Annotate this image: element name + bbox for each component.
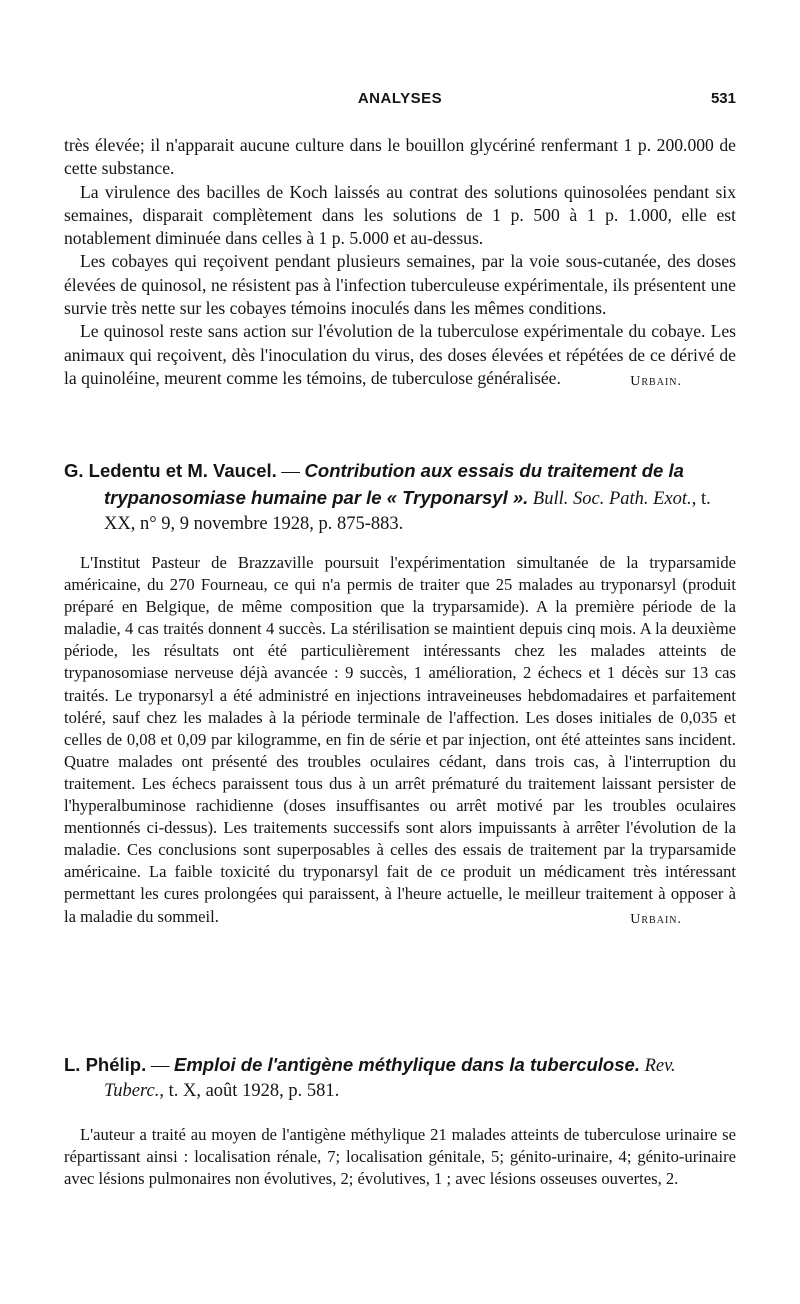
signature: Urbain. (630, 911, 682, 927)
reference-heading (64, 458, 736, 537)
citation-details: , t. XX, n° 9, 9 novembre 1928, p. 875-883. (104, 489, 711, 534)
journal-name: Bull. Soc. Path. Exot. (532, 489, 692, 509)
abstract-body: L'auteur a traité au moyen de l'antigène méthylique 21 malades atteints de tuberculose urinaire se répartissant ainsi : localisation rénale, 7; localisation génitale, 5; génito-urinaire, 4; génito-urinaire avec lésions pulmonaires non évolutives, 2; évolutives, 1 ; avec lésions osseuses ouvertes, 2. (64, 1125, 736, 1189)
paragraph: Les cobayes qui reçoivent pendant plusieurs semaines, par la voie sous-cutanée, des doses élevées de quinosol, ne résistent pas à l'infection tuberculeuse expérimentale, ils présentent une survie très nette sur les cobayes témoins inoculés dans les mêmes conditions. (64, 251, 736, 319)
author-names: L. Phélip. (64, 1054, 147, 1075)
paragraph: La virulence des bacilles de Koch laissés au contrat des solutions quinosolées pendant six semaines, disparait complètement dans les solutions de 1 p. 500 à 1 p. 1.000, elle est notablement diminuée dans celles à 1 p. 5.000 et au-dessus. (64, 181, 736, 249)
dash: — (146, 1056, 174, 1076)
article-title: Emploi de l'antigène méthylique dans la tuberculose. (173, 1054, 640, 1075)
dash: — (276, 462, 305, 482)
reference-heading (64, 1052, 736, 1104)
paragraph-with-signature (64, 320, 736, 390)
abstract-body-with-signature (64, 552, 736, 928)
paragraph: très élevée; il n'apparait aucune culture dans le bouillon glycériné renfermant 1 p. 200.000 de cette substance. (64, 135, 736, 179)
abstract-phelip (64, 1124, 736, 1190)
paragraph: Le quinosol reste sans action sur l'évolution de la tuberculose expérimentale du cobaye. Les animaux qui reçoivent, dès l'inoculation du virus, des doses élevées et répétées de ce dérivé de la quinoléine, meurent comme les témoins, de tuberculose généralisée. (64, 321, 736, 388)
signature: Urbain. (630, 374, 682, 390)
article-title: Contribution aux essais du traitement de la trypanosomiase humaine par le « Tryponarsyl ». (104, 460, 684, 508)
abstract-ledentu (64, 552, 736, 928)
author-names: G. Ledentu et M. Vaucel. (64, 460, 277, 481)
reference-ledentu (64, 458, 736, 537)
page-number: 531 (710, 90, 736, 107)
citation-details: , t. X, août 1928, p. 581. (159, 1081, 340, 1101)
running-header (64, 90, 736, 114)
section-quinosol (64, 134, 736, 390)
running-title: ANALYSES (357, 90, 443, 107)
journal-name: Rev. Tuberc. (104, 1056, 676, 1101)
reference-phelip (64, 1052, 736, 1104)
abstract-body: L'Institut Pasteur de Brazzaville poursuit l'expérimentation simultanée de la tryparsamide américaine, du 270 Fourneau, ce qui n'a permis de traiter que 25 malades au tryponarsyl (produit préparé en Belgique, de même composition que la tryparsamide). A la première période de la maladie, 4 cas traités donnent 4 succès. La stérilisation se maintient depuis cinq mois. A la deuxième période, les résultats ont été particulièrement intéressants chez les malades atteints de trypanosomiase nerveuse déjà avancée : 9 succès, 1 amélioration, 2 échecs et 1 décès sur 13 cas traités. Le tryponarsyl a été administré en injections intraveineuses hebdomadaires et parfaitement toléré, sauf chez les malades à la période terminale de l'affection. Les doses initiales de 0,035 et celles de 0,08 et 0,09 par kilogramme, en fin de série et par injection, ont été atteintes sans incident. Quatre malades ont présenté des troubles oculaires cédant, dans trois cas, à l'interruption du traitement. Les échecs paraissent tous dus à un arrêt prématuré du traitement laissant persister de l'hyperalbuminose rachidienne (doses insuffisantes ou arrêt motivé par les troubles oculaires mentionnés ci-dessus). Les traitements successifs sont alors impuissants à arrêter l'évolution de la maladie. Ces conclusions sont superposables à celles des essais de traitement par la tryparsamide américaine. La faible toxicité du tryponarsyl fait de ce produit un médicament très intéressant permettant les cures prolongées qui paraissent, à l'heure actuelle, le meilleur traitement à opposer à la maladie du sommeil. (64, 553, 736, 926)
